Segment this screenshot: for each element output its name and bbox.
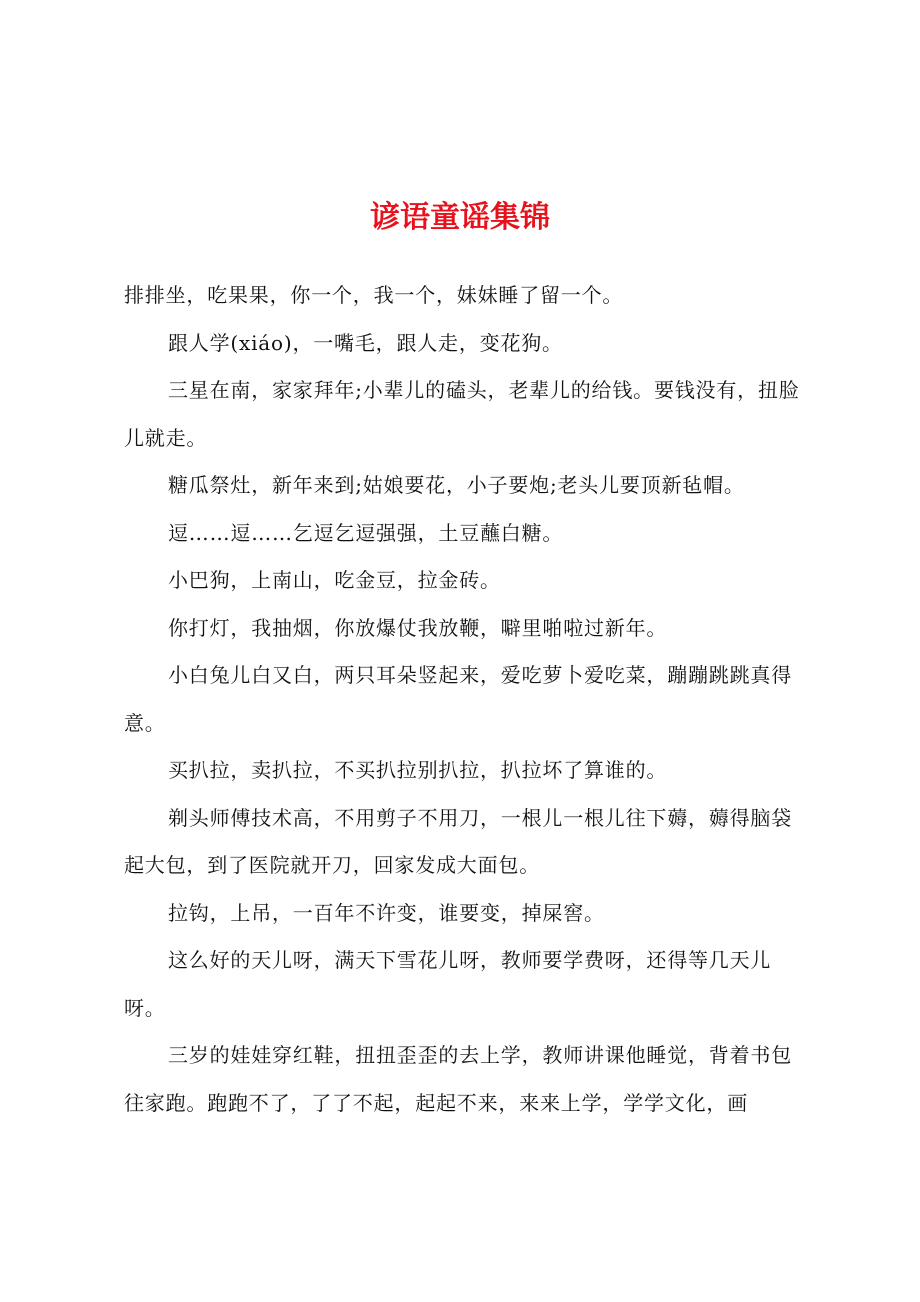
paragraph: 这么好的天儿呀，满天下雪花儿呀，教师要学费呀，还得等几天儿呀。 (124, 948, 772, 1020)
paragraph: 排排坐，吃果果，你一个，我一个，妹妹睡了留一个。 (124, 283, 624, 307)
paragraph: 剃头师傅技术高，不用剪子不用刀，一根儿一根儿往下薅，薅得脑袋起大包，到了医院就开刀，回家发成大面包。 (124, 805, 792, 877)
paragraph: 三岁的娃娃穿红鞋，扭扭歪歪的去上学，教师讲课他睡觉，背着书包往家跑。跑跑不了，了了不起，起起不来，来来上学，学学文化，画 (124, 1043, 792, 1115)
paragraph: 糖瓜祭灶，新年来到;姑娘要花，小子要炮;老头儿要顶新毡帽。 (168, 473, 745, 497)
paragraph: 拉钩，上吊，一百年不许变，谁要变，掉屎窖。 (168, 900, 605, 925)
paragraph: 买扒拉，卖扒拉，不买扒拉别扒拉，扒拉坏了算谁的。 (168, 758, 668, 782)
paragraph: 逗……逗……乞逗乞逗强强，土豆蘸白糖。 (168, 520, 564, 545)
paragraph: 跟人学(xiáo)，一嘴毛，跟人走，变花狗。 (168, 330, 563, 355)
document-title: 谚语童谣集锦 (370, 200, 550, 235)
paragraph: 你打灯，我抽烟，你放爆仗我放鞭，噼里啪啦过新年。 (168, 615, 668, 640)
paragraph: 小白兔儿白又白，两只耳朵竖起来，爱吃萝卜爱吃菜，蹦蹦跳跳真得意。 (124, 663, 792, 735)
paragraph: 小巴狗，上南山，吃金豆，拉金砖。 (168, 568, 501, 592)
paragraph: 三星在南，家家拜年;小辈儿的磕头，老辈儿的给钱。要钱没有，扭脸儿就走。 (124, 378, 800, 450)
document-body (124, 272, 806, 1127)
